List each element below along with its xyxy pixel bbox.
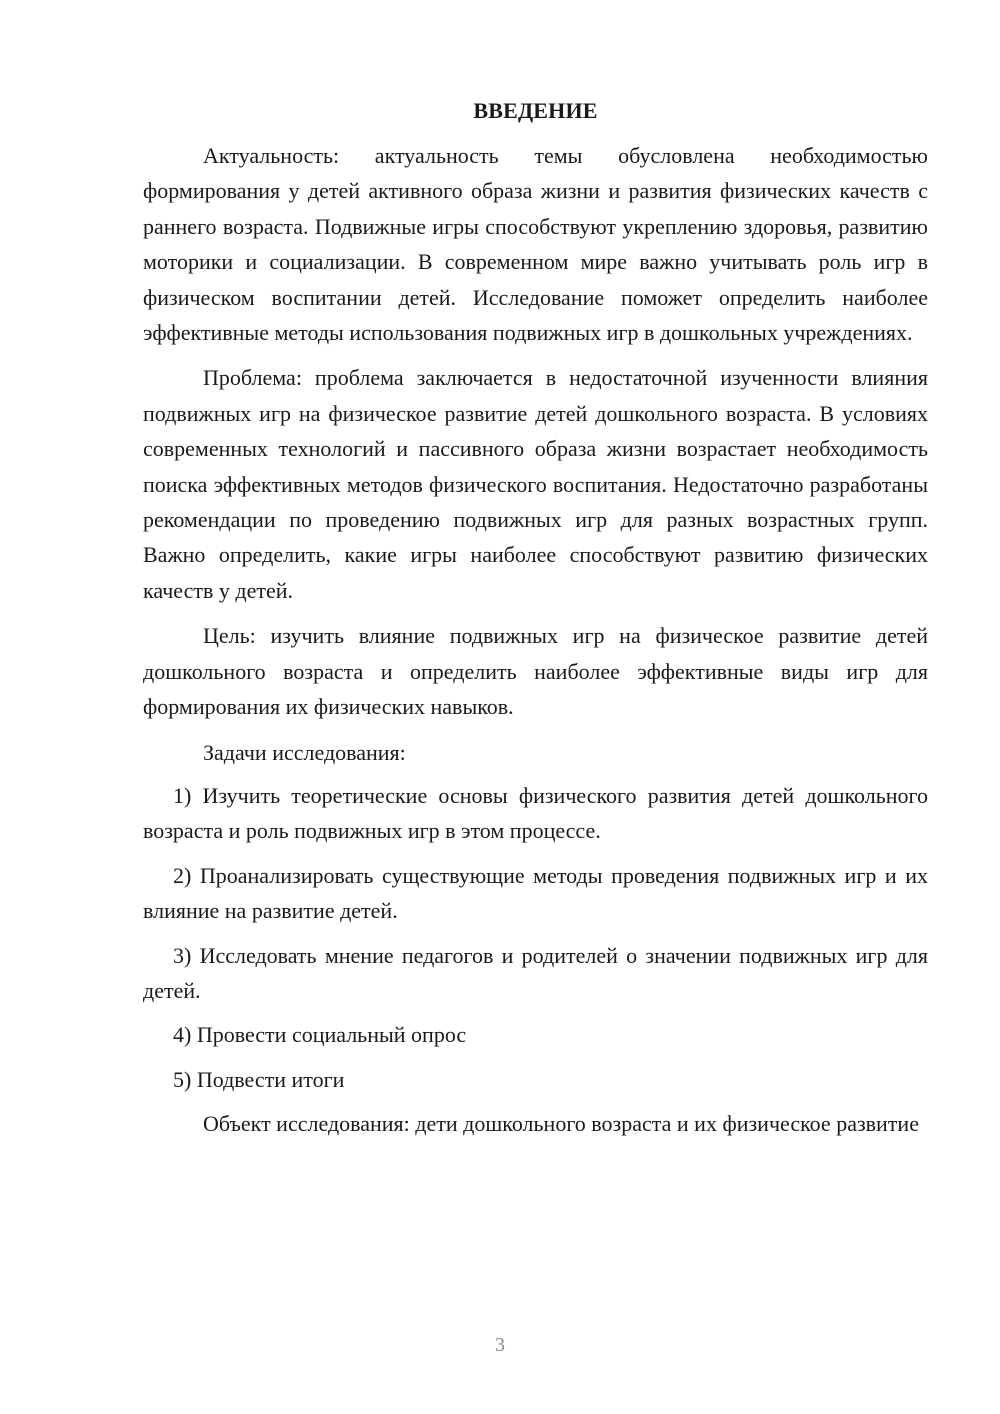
goal-paragraph: Цель: изучить влияние подвижных игр на физическое развитие детей дошкольного возраста и определить наиболее эффективные виды игр для формирования их физических навыков. [143, 623, 928, 720]
problem-paragraph: Проблема: проблема заключается в недостаточной изученности влияния подвижных игр на физическое развитие детей дошкольного возраста. В условиях современных технологий и пассивного образа жизни возрастает необходимость поиска эффективных методов физического воспитания. Недостаточно разработаны рекомендации по проведению подвижных игр для разных возрастных групп. Важно определить, какие игры наиболее способствуют развитию физических качеств у детей. [143, 365, 928, 603]
page-number: 3 [495, 1334, 505, 1356]
task-item: 4) Провести социальный опрос [173, 1022, 467, 1048]
section-title: ВВЕДЕНИЕ [473, 98, 598, 123]
relevance-paragraph: Актуальность: актуальность темы обусловлена необходимостью формирования у детей активного образа жизни и развития физических качеств с раннего возраста. Подвижные игры способствуют укреплению здоровья, развитию моторики и социализации. В современном мире важно учитывать роль игр в физическом воспитании детей. Исследование поможет определить наиболее эффективные методы использования подвижных игр в дошкольных учреждениях. [143, 143, 928, 346]
tasks-heading: Задачи исследования: [203, 739, 406, 765]
object-paragraph: Объект исследования: дети дошкольного возраста и их физическое развитие [203, 1111, 919, 1137]
task-item: 2) Проанализировать существующие методы проведения подвижных игр и их влияние на развитие детей. [143, 862, 928, 924]
task-item: 3) Исследовать мнение педагогов и родителей о значении подвижных игр для детей. [143, 942, 928, 1003]
task-item: 5) Подвести итоги [173, 1066, 345, 1092]
task-item: 1) Изучить теоретические основы физического развития детей дошкольного возраста и роль подвижных игр в этом процессе. [143, 782, 928, 844]
document-body [143, 94, 928, 1152]
